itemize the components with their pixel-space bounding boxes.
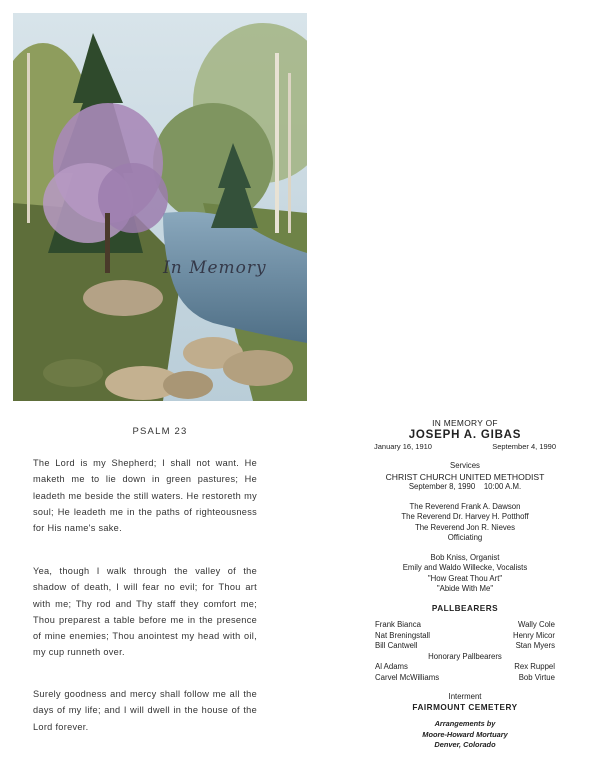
deceased-name: JOSEPH A. GIBAS	[408, 428, 522, 441]
pallbearer-name: Wally Cole	[518, 620, 555, 629]
psalm-paragraph-2: Yea, though I walk through the valley of the shadow of death, I will fear no evil; for Thou art with me; Thy rod and Thy staff they comfort me; Thou preparest a table before me in the presence of mine enemies; Thou anointest my head with oil, my cup runneth over.	[33, 566, 257, 658]
honorary-name: Carvel McWilliams	[375, 672, 440, 682]
psalm-title: PSALM 23	[132, 426, 188, 437]
music-line: "Abide With Me"	[436, 584, 494, 593]
pallbearer-name: Stan Myers	[515, 641, 555, 650]
services-label: Services	[450, 461, 480, 470]
pallbearer-row	[360, 620, 570, 631]
pallbearer-row	[360, 631, 570, 642]
cemetery-name: FAIRMOUNT CEMETERY	[412, 702, 518, 712]
pallbearer-name: Frank Bianca	[375, 620, 421, 629]
memorial-header: IN MEMORY OF	[432, 418, 498, 428]
pallbearer-name: Nat Breningstall	[375, 630, 431, 640]
death-date: September 4, 1990	[492, 441, 556, 451]
honorary-row	[360, 673, 570, 684]
arrangements-line: Denver, Colorado	[434, 740, 496, 749]
cover-painting	[13, 13, 307, 401]
honorary-label: Honorary Pallbearers	[428, 651, 502, 661]
birth-date: January 16, 1910	[374, 441, 432, 451]
life-dates	[360, 442, 570, 453]
honorary-name: Rex Ruppel	[514, 662, 555, 671]
pallbearer-name: Bill Cantwell	[375, 641, 418, 650]
arrangements-line: Moore-Howard Mortuary	[422, 729, 508, 739]
psalm-paragraph-3: Surely goodness and mercy shall follow me all the days of my life; and I will dwell in the house of the Lord forever.	[33, 689, 257, 732]
honorary-row	[360, 662, 570, 673]
psalm-paragraph-1: The Lord is my Shepherd; I shall not want. He maketh me to lie down in green pastures; He leadeth me beside the still waters. He restoreth my soul; He leadeth me in the paths of righteousness for His name's sake.	[33, 458, 257, 534]
pallbearers-label: PALLBEARERS	[431, 603, 499, 613]
memorial-program	[360, 418, 570, 751]
music-line: "How Great Thou Art"	[427, 573, 503, 583]
minister-line: The Reverend Dr. Harvey H. Potthoff	[401, 512, 529, 521]
officiating-label: Officiating	[447, 533, 483, 542]
arrangements-line: Arrangements by	[434, 719, 496, 728]
church-name: CHRIST CHURCH UNITED METHODIST	[385, 471, 545, 482]
honorary-name: Bob Virtue	[518, 672, 555, 682]
music-line: Bob Kniss, Organist	[430, 552, 500, 562]
music-line: Emily and Waldo Willecke, Vocalists	[402, 563, 528, 572]
landscape-illustration	[13, 13, 307, 401]
pallbearer-name: Henry Micor	[512, 630, 555, 640]
honorary-name: Al Adams	[375, 662, 408, 671]
service-date: September 8, 1990 10:00 A.M.	[408, 482, 522, 491]
pallbearer-row	[360, 641, 570, 652]
minister-line: The Reverend Jon R. Nieves	[414, 522, 516, 532]
minister-line: The Reverend Frank A. Dawson	[409, 501, 521, 511]
interment-label: Interment	[448, 692, 482, 701]
in-memory-script: In Memory	[163, 258, 267, 278]
